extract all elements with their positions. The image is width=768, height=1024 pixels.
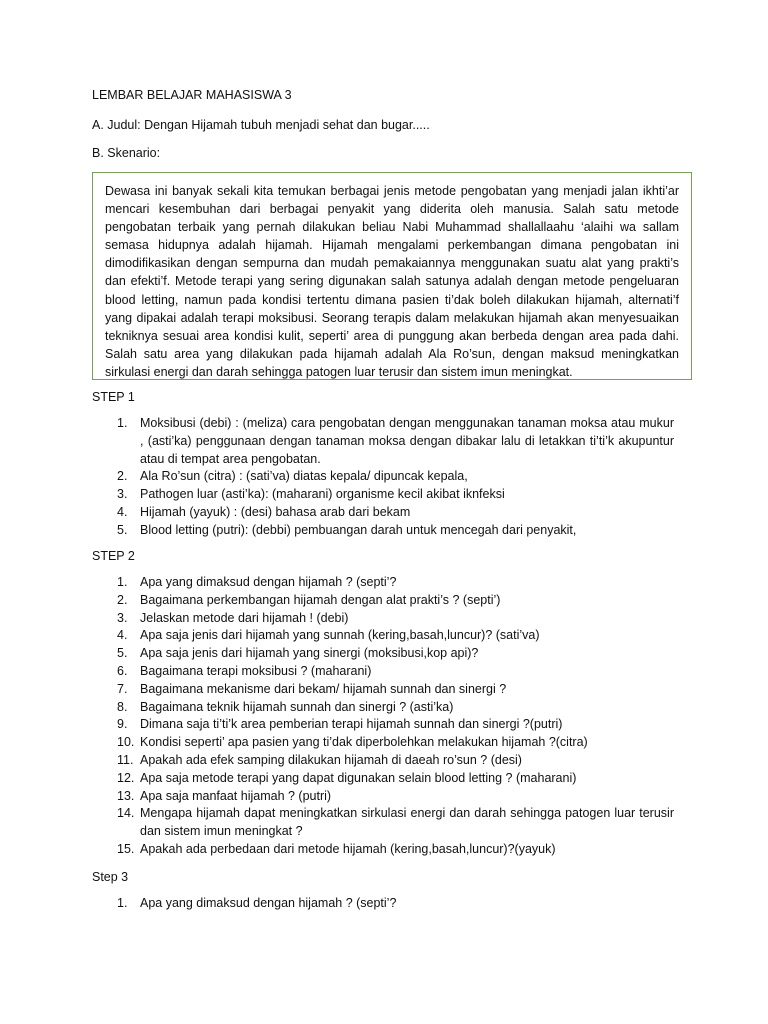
- list-item: 5. Apa saja jenis dari hijamah yang sinergi (moksibusi,kop api)?: [117, 646, 479, 661]
- list-item: 3. Jelaskan metode dari hijamah ! (debi): [117, 610, 349, 625]
- list-item: 4. Apa saja jenis dari hijamah yang sunnah (kering,basah,luncur)? (sati’va): [117, 628, 540, 643]
- list-item: 3. Pathogen luar (asti’ka): (maharani) organisme kecil akibat iknfeksi: [117, 487, 505, 502]
- skenario-box: [92, 172, 692, 380]
- list-item: 1. Moksibusi (debi) : (meliza) cara pengobatan dengan menggunakan tanaman moksa atau mukur , (asti’ka) penggunaan dengan tanaman moksa dengan dibakar lalu di letakkan ti’ti’k akupuntur atau di tempat area pengobatan.: [117, 416, 674, 466]
- list-item: 1. Apa yang dimaksud dengan hijamah ? (septi’?: [117, 896, 397, 910]
- list-item: 4. Hijamah (yayuk) : (desi) bahasa arab dari bekam: [117, 504, 411, 519]
- list-item: 5. Blood letting (putri): (debbi) pembuangan darah untuk mencegah dari penyakit,: [117, 522, 577, 537]
- step2-list: [92, 574, 674, 859]
- step3-heading: Step 3: [92, 870, 129, 884]
- list-item: 11. Apakah ada efek samping dilakukan hijamah di daeah ro’sun ? (desi): [117, 752, 522, 767]
- list-item: 15. Apakah ada perbedaan dari metode hijamah (kering,basah,luncur)?(yayuk): [117, 841, 556, 856]
- list-item: 9. Dimana saja ti’ti’k area pemberian terapi hijamah sunnah dan sinergi ?(putri): [117, 717, 563, 732]
- page-title: LEMBAR BELAJAR MAHASISWA 3: [92, 88, 292, 102]
- list-item: 13. Apa saja manfaat hijamah ? (putri): [117, 788, 332, 803]
- list-item: 8. Bagaimana teknik hijamah sunnah dan sinergi ? (asti’ka): [117, 699, 454, 714]
- list-item: 2. Bagaimana perkembangan hijamah dengan alat prakti’s ? (septi’): [117, 592, 501, 607]
- list-item: 10. Kondisi seperti’ apa pasien yang ti’dak diperbolehkan melakukan hijamah ?(citra): [117, 735, 588, 750]
- list-item: 12. Apa saja metode terapi yang dapat digunakan selain blood letting ? (maharani): [117, 770, 577, 785]
- list-item: 6. Bagaimana terapi moksibusi ? (maharani): [117, 663, 372, 678]
- list-item: 2. Ala Ro’sun (citra) : (sati’va) diatas kepala/ dipuncak kepala,: [117, 469, 468, 484]
- step1-heading: STEP 1: [92, 390, 135, 404]
- skenario-heading: B. Skenario:: [92, 146, 161, 160]
- step2-heading: STEP 2: [92, 549, 135, 563]
- step1-list: [92, 415, 674, 540]
- list-item: 1. Apa yang dimaksud dengan hijamah ? (septi’?: [117, 575, 397, 589]
- list-item: 7. Bagaimana mekanisme dari bekam/ hijamah sunnah dan sinergi ?: [117, 681, 507, 696]
- judul-line: A. Judul: Dengan Hijamah tubuh menjadi sehat dan bugar.....: [92, 118, 430, 132]
- skenario-text: Dewasa ini banyak sekali kita temukan berbagai jenis metode pengobatan yang menjadi jalan ikhti’ar mencari kesembuhan dari berbagai penyakit yang diderita oleh manusia. Salah satu metode pengobatan terbaik yang pernah dilakukan beliau Nabi Muhammad shallallaahu ‘alaihi wa sallam semasa hidupnya adalah hijamah. Hijamah mengalami perkembangan dimana pengobatan ini dimodifikasikan dengan sempurna dan mudah pemakaiannya menggunakan suatu alat yang prakti’s dan efekti’f. Metode terapi yang sering digunakan salah satunya adalah dengan metode pengeluaran blood letting, namun pada kondisi tertentu dimana pasien ti’dak boleh dilakukan hijamah, alternati’f yang dipakai adalah terapi moksibusi. Seorang terapis dalam melakukan hijamah akan menyesuaikan tekniknya sesuai area kondisi kulit, seperti’ area di punggung akan berbeda dengan area pada dahi. Salah satu area yang dilakukan pada hijamah adalah Ala Ro’sun, dengan maksud meningkatkan sirkulasi energi dan darah sehingga patogen luar terusir dan sistem imun meningkat.: [105, 184, 679, 379]
- list-item: 14. Mengapa hijamah dapat meningkatkan sirkulasi energi dan darah sehingga patogen luar terusir dan sistem imun meningkat ?: [117, 806, 674, 839]
- step3-list: [92, 895, 674, 913]
